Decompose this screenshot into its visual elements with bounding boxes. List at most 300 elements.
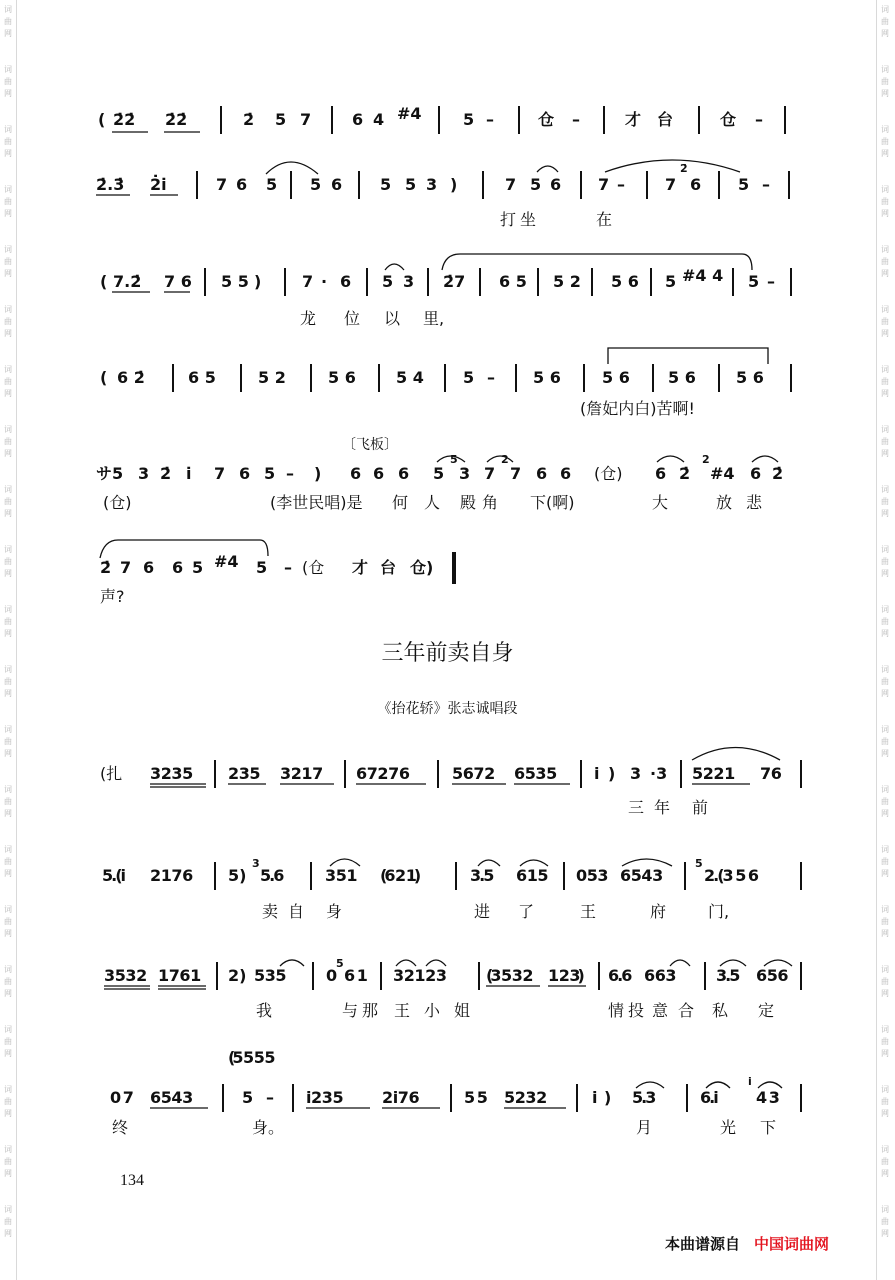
lyric-char: 合 [678, 1001, 695, 1020]
slur-mark [266, 162, 318, 174]
barline [704, 962, 706, 990]
margin-watermark-char: 网 [4, 749, 12, 758]
note-token: 7 [302, 272, 314, 291]
margin-watermark-char: 曲 [881, 617, 889, 626]
margin-watermark-char: 曲 [4, 797, 12, 806]
margin-watermark-char: 曲 [881, 137, 889, 146]
lyric-char: 悲 [746, 493, 763, 512]
margin-watermark-char: 曲 [4, 977, 12, 986]
margin-watermark-char: 词 [4, 245, 12, 254]
note-token: 5 6 [611, 272, 639, 291]
margin-watermark-char: 曲 [4, 1157, 12, 1166]
margin-watermark-char: 词 [881, 665, 889, 674]
note-token: 5 [738, 175, 750, 194]
note-token: 2̇2̇ [165, 110, 188, 129]
margin-watermark-char: 曲 [881, 917, 889, 926]
barline [698, 106, 700, 134]
barline [214, 862, 216, 890]
margin-watermark-char: 网 [4, 869, 12, 878]
note-token: 7 [120, 558, 132, 577]
notation-row-s2-2 [0, 857, 895, 898]
note-token: 5 [382, 272, 394, 291]
note-token: ) [608, 764, 616, 783]
lyric-char: 了 [518, 902, 535, 921]
note-token: 2̇2̇ [113, 110, 136, 129]
note-token: 6 5 [188, 368, 216, 387]
margin-watermark-char: 网 [881, 869, 889, 878]
slur-mark [622, 859, 672, 866]
margin-watermark-char: 曲 [881, 197, 889, 206]
note-token: 2̇7 [443, 272, 466, 291]
note-token: 7 [214, 464, 226, 483]
margin-watermark-char: 词 [881, 125, 889, 134]
lyric-char: 月 [636, 1118, 653, 1137]
margin-watermark-char: 网 [881, 749, 889, 758]
note-token: 5 [192, 558, 204, 577]
slur-mark [537, 166, 558, 172]
note-token: 7 6 [760, 764, 779, 783]
margin-watermark-char: 网 [4, 929, 12, 938]
margin-watermark-char: 词 [881, 365, 889, 374]
margin-watermark-char: 网 [881, 209, 889, 218]
lyric-char: 放 [716, 493, 733, 512]
margin-watermark-char: 词 [4, 605, 12, 614]
lyric-line-s2-2 [0, 904, 895, 926]
lyric-char: 姐 [454, 1001, 471, 1020]
margin-watermark-char: 曲 [881, 557, 889, 566]
notation-row-1 [0, 104, 895, 142]
margin-watermark-char: 曲 [4, 557, 12, 566]
note-token: 3 [138, 464, 150, 483]
margin-watermark-char: 词 [881, 785, 889, 794]
barline [576, 1084, 578, 1112]
barline [482, 171, 484, 199]
grace-note: 5 [695, 857, 703, 870]
note-token: 2 1 7 6 [150, 866, 191, 885]
note-token: (仓) [594, 464, 623, 483]
margin-watermark-char: 网 [4, 989, 12, 998]
barline [310, 862, 312, 890]
margin-watermark-char: 曲 [881, 437, 889, 446]
lyric-char: 那 [362, 1001, 379, 1020]
barline [438, 106, 440, 134]
barline [455, 862, 457, 890]
note-token: 1 7 6 1 [158, 966, 199, 985]
margin-watermark-char: 网 [881, 29, 889, 38]
barline [216, 962, 218, 990]
margin-watermark-char: 词 [881, 245, 889, 254]
note-token: – [286, 464, 294, 483]
margin-watermark-char: 词 [4, 5, 12, 14]
note-token: – [487, 368, 495, 387]
note-token: ) [604, 1088, 612, 1107]
margin-watermark-char: 曲 [881, 77, 889, 86]
barline [800, 1084, 802, 1112]
margin-watermark-char: 网 [881, 569, 889, 578]
barline [790, 364, 792, 392]
margin-watermark-char: 词 [4, 905, 12, 914]
margin-watermark-char: 网 [881, 1049, 889, 1058]
grace-note: 2̇ [680, 162, 688, 175]
note-token: 5 6 [328, 368, 356, 387]
barline [479, 268, 481, 296]
barline [284, 268, 286, 296]
lyric-char: 私 [712, 1001, 729, 1020]
margin-watermark-char: 网 [4, 149, 12, 158]
barline [800, 760, 802, 788]
margin-watermark-char: 词 [4, 485, 12, 494]
margin-watermark-char: 曲 [881, 317, 889, 326]
note-token: ) [450, 175, 458, 194]
barline [718, 364, 720, 392]
note-token: 6 6 3 [644, 966, 674, 985]
lyric-char: 情 [608, 1001, 625, 1020]
note-token: 6 [172, 558, 184, 577]
margin-watermark-char: 网 [881, 449, 889, 458]
lyric-char: 进 [474, 902, 491, 921]
note-token: 5 6 [668, 368, 696, 387]
note-token: i̇ [186, 464, 192, 483]
note-token: – [762, 175, 770, 194]
margin-watermark-char: 网 [4, 629, 12, 638]
lyric-char: 定 [758, 1001, 775, 1020]
margin-watermark-char: 网 [881, 89, 889, 98]
note-token: 3 [630, 764, 642, 783]
slur-mark [330, 859, 360, 866]
note-token: 7 [598, 175, 610, 194]
note-token: 3 2 3 5 [150, 764, 191, 783]
note-token: · [321, 272, 328, 291]
lyric-char: 投 [628, 1001, 645, 1020]
margin-watermark-char: 词 [4, 785, 12, 794]
lyric-char: 身 [326, 902, 343, 921]
grace-note: 5 [336, 957, 344, 970]
note-token: – [767, 272, 775, 291]
note-token: 7 [300, 110, 312, 129]
margin-watermark-char: 网 [4, 809, 12, 818]
margin-watermark-char: 词 [881, 845, 889, 854]
margin-watermark-char: 词 [881, 905, 889, 914]
note-token: 4 [373, 110, 385, 129]
margin-watermark-char: 词 [881, 605, 889, 614]
grace-note: 5 [450, 453, 458, 466]
lyric-char: 龙 [300, 309, 317, 328]
notation-row-2 [0, 162, 895, 207]
margin-watermark-char: 词 [4, 425, 12, 434]
margin-watermark-char: 曲 [4, 197, 12, 206]
note-token: 5 6 [602, 368, 630, 387]
note-token: – [266, 1088, 274, 1107]
barline [378, 364, 380, 392]
lyric-char: 角 [482, 493, 499, 512]
lyric-char: 卖 [262, 902, 279, 921]
barline [563, 862, 565, 890]
note-token: 5 [380, 175, 392, 194]
margin-watermark-char: 词 [881, 1085, 889, 1094]
margin-watermark-char: 词 [4, 845, 12, 854]
note-token: 6 [536, 464, 548, 483]
note-token: 6 [373, 464, 385, 483]
lyric-char: 身。 [252, 1118, 285, 1137]
note-token: 6 [690, 175, 702, 194]
note-token: 6 [340, 272, 352, 291]
note-token: (3 5 3 2 [486, 966, 531, 985]
note-token: 2) [228, 966, 247, 985]
note-token: 仓 [538, 110, 555, 129]
note-token: 3 2 1 7 [280, 764, 321, 783]
tempo-marker-line [0, 438, 895, 460]
grace-note: 2 [702, 453, 710, 466]
note-token: 5.3 [632, 1088, 655, 1107]
note-token: 5 4 [396, 368, 424, 387]
lyric-line-2 [0, 209, 895, 234]
page-number: 134 [120, 1172, 144, 1189]
margin-watermark-char: 曲 [881, 1037, 889, 1046]
note-token: 7 [484, 464, 496, 483]
note-token: – [755, 110, 763, 129]
note-token: – [617, 175, 625, 194]
note-token: 2̇ [679, 464, 691, 483]
barline [537, 268, 539, 296]
lyric-char: 终 [112, 1118, 129, 1137]
note-token: 5.(i [102, 866, 125, 885]
margin-watermark-char: 词 [881, 5, 889, 14]
note-token: 6 5 6 [756, 966, 786, 985]
barline [591, 268, 593, 296]
lyric-char: 我 [256, 1001, 273, 1020]
note-token: 5 5 [221, 272, 249, 291]
margin-watermark-char: 曲 [4, 377, 12, 386]
margin-watermark-char: 曲 [4, 677, 12, 686]
margin-watermark-char: 曲 [881, 1157, 889, 1166]
slur-mark [385, 264, 404, 270]
song-subtitle: 《抬花轿》张志诚唱段 [377, 701, 518, 717]
lyric-line-4 [0, 401, 895, 423]
lyric-char: 王 [394, 1001, 411, 1020]
note-token: 7 [510, 464, 522, 483]
margin-watermark-char: 词 [4, 1085, 12, 1094]
barline [344, 760, 346, 788]
lyric-char: 光 [720, 1118, 737, 1137]
lyric-char: 下(啊) [530, 493, 575, 512]
bracket-mark [608, 348, 768, 364]
note-token: 4 3 [756, 1088, 778, 1107]
margin-watermark-char: 曲 [4, 497, 12, 506]
notation-row-6 [0, 552, 895, 590]
lyric-char: (李世民唱)是 [270, 493, 363, 512]
barline [366, 268, 368, 296]
barline [518, 106, 520, 134]
note-token: 6 [239, 464, 251, 483]
lyric-char: 自 [288, 902, 305, 921]
note-token: 6 [750, 464, 762, 483]
note-token: 2 i 7 6 [382, 1088, 417, 1107]
margin-watermark-char: 网 [4, 569, 12, 578]
note-token: 3 5 1 [325, 866, 355, 885]
note-token: 2̇.3̇ [96, 175, 125, 194]
margin-watermark-char: 词 [881, 1025, 889, 1034]
grace-note: 2 [501, 453, 509, 466]
note-token: (6 2 1) [380, 866, 419, 885]
margin-watermark-char: 词 [881, 65, 889, 74]
barline [358, 171, 360, 199]
lyric-line-s2-1 [0, 797, 895, 822]
note-token: 5 [530, 175, 542, 194]
note-token: 5.6 [260, 866, 283, 885]
margin-watermark-char: 网 [881, 1169, 889, 1178]
note-token: 2̇ [100, 558, 112, 577]
note-token: 2.(3 5 6 [704, 866, 758, 885]
margin-watermark-char: 词 [881, 1205, 889, 1214]
note-token: 5 2 3 2 [504, 1088, 545, 1107]
lyric-char: 何 [392, 493, 409, 512]
lyric-char: 在 [596, 210, 613, 229]
notation-row-s2-3 [0, 957, 895, 998]
note-token: 6 2̇ [117, 368, 145, 387]
source-watermark [665, 1233, 829, 1254]
note-token: ( [100, 272, 108, 291]
barline [290, 171, 292, 199]
margin-watermark-char: 词 [4, 185, 12, 194]
margin-watermark-char: 网 [4, 1229, 12, 1238]
lyric-char: 小 [424, 1001, 441, 1020]
note-token: #4 [397, 104, 422, 123]
barline [196, 171, 198, 199]
lyric-char: (仓) [103, 493, 132, 512]
margin-watermark-char: 曲 [4, 1037, 12, 1046]
note-token: 7 [505, 175, 517, 194]
margin-watermark-char: 词 [4, 1145, 12, 1154]
note-token: 5 5 [464, 1088, 486, 1107]
note-token: 5 [310, 175, 322, 194]
note-token: 5 [264, 464, 276, 483]
note-token: 2̇i̇ [150, 175, 167, 194]
lyric-char: 位 [344, 309, 361, 328]
margin-watermark-char: 词 [4, 365, 12, 374]
note-token: 5 [748, 272, 760, 291]
barline [598, 962, 600, 990]
notation-row-4 [0, 370, 895, 400]
note-token: 3 [459, 464, 471, 483]
note-token: 3 2 1 2 3 [393, 966, 444, 985]
note-token: i 2 3 5 [306, 1088, 341, 1107]
barline [240, 364, 242, 392]
lyric-line-s2-3 [0, 1003, 895, 1025]
lyric-char: 声? [100, 587, 125, 606]
note-token: i [592, 1088, 598, 1107]
margin-watermark-char: 网 [881, 809, 889, 818]
note-token: 6 5 4 3 [150, 1088, 191, 1107]
margin-watermark-char: 词 [881, 185, 889, 194]
note-token: 5 [463, 368, 475, 387]
pre-notation-line [0, 1050, 895, 1072]
slur-mark [100, 540, 268, 558]
barline [515, 364, 517, 392]
barline [603, 106, 605, 134]
grace-note: 3 [252, 857, 260, 870]
margin-watermark-char: 网 [4, 389, 12, 398]
note-token: i [594, 764, 600, 783]
note-token: 3.5 [716, 966, 739, 985]
margin-watermark-char: 网 [4, 29, 12, 38]
margin-watermark-char: 词 [881, 425, 889, 434]
note-token: 7 6 [164, 272, 192, 291]
lyric-char: 以 [384, 309, 401, 328]
note-token: 6 [331, 175, 343, 194]
barline [650, 268, 652, 296]
barline [718, 171, 720, 199]
margin-watermark-char: 曲 [881, 677, 889, 686]
margin-watermark-char: 词 [881, 725, 889, 734]
lyric-char: 里, [423, 309, 445, 328]
margin-watermark-char: 词 [4, 1205, 12, 1214]
barline [331, 106, 333, 134]
margin-watermark-char: 网 [881, 929, 889, 938]
margin-watermark-char: 曲 [881, 977, 889, 986]
note-token: 5 [463, 110, 475, 129]
barline [380, 962, 382, 990]
note-token: 6 [352, 110, 364, 129]
note-token: 6 7 2 7 6 [356, 764, 407, 783]
margin-watermark-char: 曲 [881, 257, 889, 266]
margin-watermark-char: 词 [4, 545, 12, 554]
note-token: 仓 [720, 110, 737, 129]
note-token: 6 [143, 558, 155, 577]
barline [646, 171, 648, 199]
note-token: (扎 [100, 764, 123, 783]
margin-watermark-char: 网 [881, 389, 889, 398]
margin-watermark-char: 曲 [4, 1097, 12, 1106]
margin-watermark-char: 网 [881, 1109, 889, 1118]
note-token: 6 5 3 5 [514, 764, 555, 783]
note-token: 6 1 [344, 966, 366, 985]
note-token: 6 [550, 175, 562, 194]
margin-watermark-char: 曲 [4, 317, 12, 326]
margin-watermark-char: 曲 [4, 917, 12, 926]
note-token: 3 [403, 272, 415, 291]
note-token: 才 [625, 110, 642, 129]
margin-watermark-char: 曲 [881, 17, 889, 26]
margin-watermark-char: 词 [881, 485, 889, 494]
note-token: ·3 [650, 764, 668, 783]
note-token: 6 [398, 464, 410, 483]
barline [204, 268, 206, 296]
margin-watermark-char: 网 [4, 1049, 12, 1058]
margin-watermark-char: 网 [881, 269, 889, 278]
margin-watermark-char: 网 [881, 989, 889, 998]
barline [222, 1084, 224, 1112]
margin-watermark-char: 曲 [4, 1217, 12, 1226]
note-token: 2̇ [772, 464, 784, 483]
barline [732, 268, 734, 296]
barline [478, 962, 480, 990]
note-token: 台 [657, 110, 674, 129]
note-token: 6 5 [499, 272, 527, 291]
note-token: 6.i [700, 1088, 717, 1107]
note-token: 3 [426, 175, 438, 194]
lyric-char: 年 [654, 798, 671, 817]
margin-watermark-char: 词 [881, 305, 889, 314]
slur-mark [692, 748, 780, 761]
margin-watermark-char: 词 [4, 125, 12, 134]
barline [684, 862, 686, 890]
note-token: #4 [710, 464, 735, 483]
barline [790, 268, 792, 296]
tempo-marker: 〔飞板〕 [342, 437, 398, 453]
barline [800, 962, 802, 990]
notation-row-5 [0, 453, 895, 496]
note-token: 5 3 5 [254, 966, 284, 985]
